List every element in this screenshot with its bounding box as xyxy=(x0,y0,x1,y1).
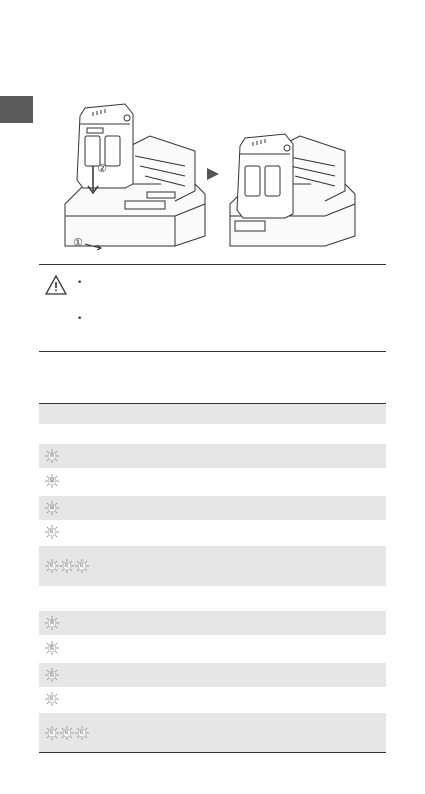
table-row xyxy=(39,444,386,468)
led-indicator-icon xyxy=(45,692,59,706)
led-indicator-icon xyxy=(45,641,59,655)
led-color-label: 黄 xyxy=(49,453,55,459)
warning-notice xyxy=(39,264,386,352)
table-row xyxy=(39,546,386,586)
led-color-label: 紅 xyxy=(64,563,70,569)
warning-triangle-icon xyxy=(45,275,67,295)
table-row xyxy=(39,522,386,542)
table-row xyxy=(39,470,386,492)
led-indicator-icon xyxy=(45,726,59,740)
led-color-label: 紅 xyxy=(49,696,55,702)
led-indicator-icon xyxy=(45,449,59,463)
led-indicator-icon xyxy=(60,726,74,740)
table-row xyxy=(39,713,386,753)
led-indicator-icon xyxy=(45,616,59,630)
led-indicator-icon xyxy=(45,559,59,573)
charging-hub-diagram xyxy=(55,96,375,256)
step-label-1: ① xyxy=(73,236,83,249)
led-indicator-icon xyxy=(75,726,89,740)
chapter-tab xyxy=(0,96,33,123)
led-color-label: 紅 xyxy=(79,730,85,736)
step-label-2: ② xyxy=(97,162,107,175)
led-indicator-icon xyxy=(60,559,74,573)
led-color-label: 紅 xyxy=(79,563,85,569)
led-color-label: 黃 xyxy=(49,620,55,626)
led-color-label: 紅 xyxy=(64,730,70,736)
table-row xyxy=(39,611,386,635)
warning-bullet-1: • xyxy=(77,278,83,288)
led-color-label: 紅 xyxy=(49,563,55,569)
table-bottom-rule xyxy=(39,752,386,753)
led-color-label: 綠 xyxy=(49,478,55,484)
led-color-label: 藍 xyxy=(49,645,55,651)
table-row xyxy=(39,663,386,687)
table-row xyxy=(39,637,386,659)
battery-insertion-illustration xyxy=(55,96,375,256)
table-header-row xyxy=(39,404,386,424)
next-arrow-icon xyxy=(207,168,219,180)
led-color-label: 藍 xyxy=(49,672,55,678)
table-row xyxy=(39,496,386,520)
led-color-label: 紅 xyxy=(49,529,55,535)
warning-bullet-2: • xyxy=(77,314,83,324)
led-color-label: 綠 xyxy=(49,505,55,511)
led-indicator-icon xyxy=(45,501,59,515)
table-row xyxy=(39,689,386,709)
led-indicator-icon xyxy=(45,668,59,682)
led-indicator-icon xyxy=(75,559,89,573)
led-color-label: 紅 xyxy=(49,730,55,736)
led-indicator-icon xyxy=(45,474,59,488)
led-indicator-icon xyxy=(45,525,59,539)
